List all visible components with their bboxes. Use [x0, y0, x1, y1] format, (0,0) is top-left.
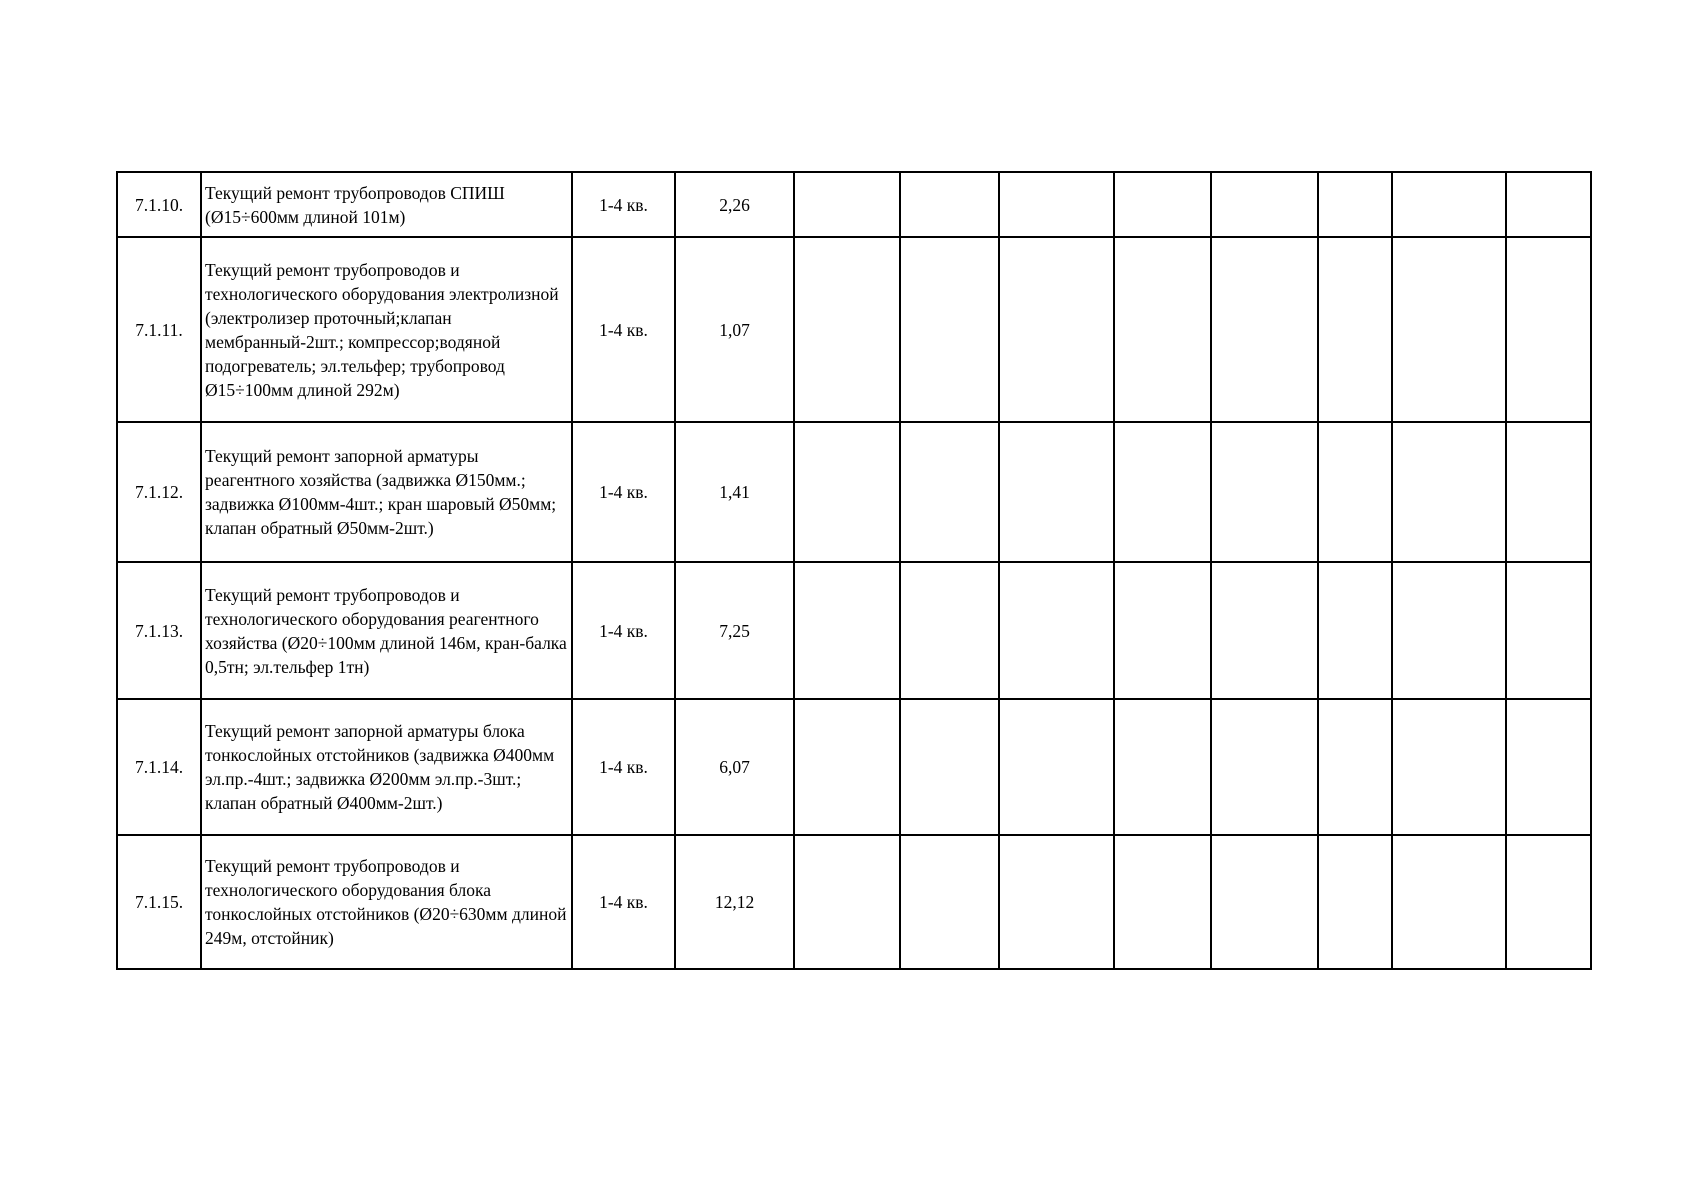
work-description-cell: Текущий ремонт запорной арматуры блока тонкослойных отстойников (задвижка Ø400мм эл.пр.-4шт.; задвижка Ø200мм эл.пр.-3шт.; клапан обратный Ø400мм-2шт.) — [201, 699, 572, 835]
cost-value-cell: 2,26 — [675, 172, 794, 237]
empty-cell — [1318, 172, 1392, 237]
empty-cell — [1318, 699, 1392, 835]
table-row — [117, 172, 1591, 237]
empty-cell — [1114, 422, 1211, 562]
work-description-cell: Текущий ремонт трубопроводов СПИШ (Ø15÷600мм длиной 101м) — [201, 172, 572, 237]
empty-cell — [1318, 237, 1392, 422]
cost-value-cell: 1,07 — [675, 237, 794, 422]
work-description-cell: Текущий ремонт трубопроводов и технологического оборудования реагентного хозяйства (Ø20÷100мм длиной 146м, кран-балка 0,5тн; эл.тельфер 1тн) — [201, 562, 572, 699]
item-number-cell: 7.1.14. — [117, 699, 201, 835]
empty-cell — [794, 699, 900, 835]
empty-cell — [1114, 237, 1211, 422]
period-cell: 1-4 кв. — [572, 562, 675, 699]
empty-cell — [1318, 835, 1392, 969]
empty-cell — [1506, 422, 1591, 562]
empty-cell — [999, 699, 1114, 835]
empty-cell — [1392, 237, 1506, 422]
empty-cell — [1318, 562, 1392, 699]
table-row — [117, 237, 1591, 422]
empty-cell — [999, 562, 1114, 699]
empty-cell — [1392, 835, 1506, 969]
empty-cell — [794, 172, 900, 237]
cost-value-cell: 6,07 — [675, 699, 794, 835]
table-row — [117, 699, 1591, 835]
empty-cell — [900, 699, 999, 835]
period-cell: 1-4 кв. — [572, 699, 675, 835]
empty-cell — [1506, 237, 1591, 422]
period-cell: 1-4 кв. — [572, 172, 675, 237]
period-cell: 1-4 кв. — [572, 422, 675, 562]
empty-cell — [1114, 562, 1211, 699]
empty-cell — [999, 237, 1114, 422]
item-number-cell: 7.1.10. — [117, 172, 201, 237]
work-description-cell: Текущий ремонт трубопроводов и технологического оборудования электролизной (электролизер проточный;клапан мембранный-2шт.; компрессор;водяной подогреватель; эл.тельфер; трубопровод Ø15÷100мм длиной 292м) — [201, 237, 572, 422]
empty-cell — [900, 562, 999, 699]
empty-cell — [1392, 422, 1506, 562]
empty-cell — [1506, 699, 1591, 835]
item-number-cell: 7.1.11. — [117, 237, 201, 422]
cost-value-cell: 1,41 — [675, 422, 794, 562]
empty-cell — [794, 237, 900, 422]
empty-cell — [999, 835, 1114, 969]
empty-cell — [1392, 699, 1506, 835]
period-cell: 1-4 кв. — [572, 835, 675, 969]
empty-cell — [900, 172, 999, 237]
item-number-cell: 7.1.12. — [117, 422, 201, 562]
empty-cell — [1114, 835, 1211, 969]
empty-cell — [794, 835, 900, 969]
table-row — [117, 562, 1591, 699]
cost-value-cell: 12,12 — [675, 835, 794, 969]
table-row — [117, 422, 1591, 562]
item-number-cell: 7.1.13. — [117, 562, 201, 699]
work-description-cell: Текущий ремонт запорной арматуры реагентного хозяйства (задвижка Ø150мм.; задвижка Ø100мм-4шт.; кран шаровый Ø50мм; клапан обратный Ø50мм-2шт.) — [201, 422, 572, 562]
cost-value-cell: 7,25 — [675, 562, 794, 699]
empty-cell — [900, 835, 999, 969]
table-body — [117, 172, 1591, 969]
empty-cell — [1211, 172, 1318, 237]
empty-cell — [1211, 562, 1318, 699]
period-cell: 1-4 кв. — [572, 237, 675, 422]
empty-cell — [1506, 172, 1591, 237]
empty-cell — [999, 422, 1114, 562]
empty-cell — [1318, 422, 1392, 562]
empty-cell — [1211, 835, 1318, 969]
empty-cell — [794, 422, 900, 562]
work-plan-table — [116, 171, 1592, 970]
table-row — [117, 835, 1591, 969]
empty-cell — [1392, 172, 1506, 237]
work-description-cell: Текущий ремонт трубопроводов и технологического оборудования блока тонкослойных отстойников (Ø20÷630мм длиной 249м, отстойник) — [201, 835, 572, 969]
empty-cell — [1211, 422, 1318, 562]
empty-cell — [1114, 172, 1211, 237]
empty-cell — [1506, 835, 1591, 969]
empty-cell — [794, 562, 900, 699]
empty-cell — [1211, 237, 1318, 422]
empty-cell — [900, 237, 999, 422]
empty-cell — [1392, 562, 1506, 699]
empty-cell — [1211, 699, 1318, 835]
empty-cell — [1114, 699, 1211, 835]
empty-cell — [900, 422, 999, 562]
empty-cell — [1506, 562, 1591, 699]
item-number-cell: 7.1.15. — [117, 835, 201, 969]
empty-cell — [999, 172, 1114, 237]
